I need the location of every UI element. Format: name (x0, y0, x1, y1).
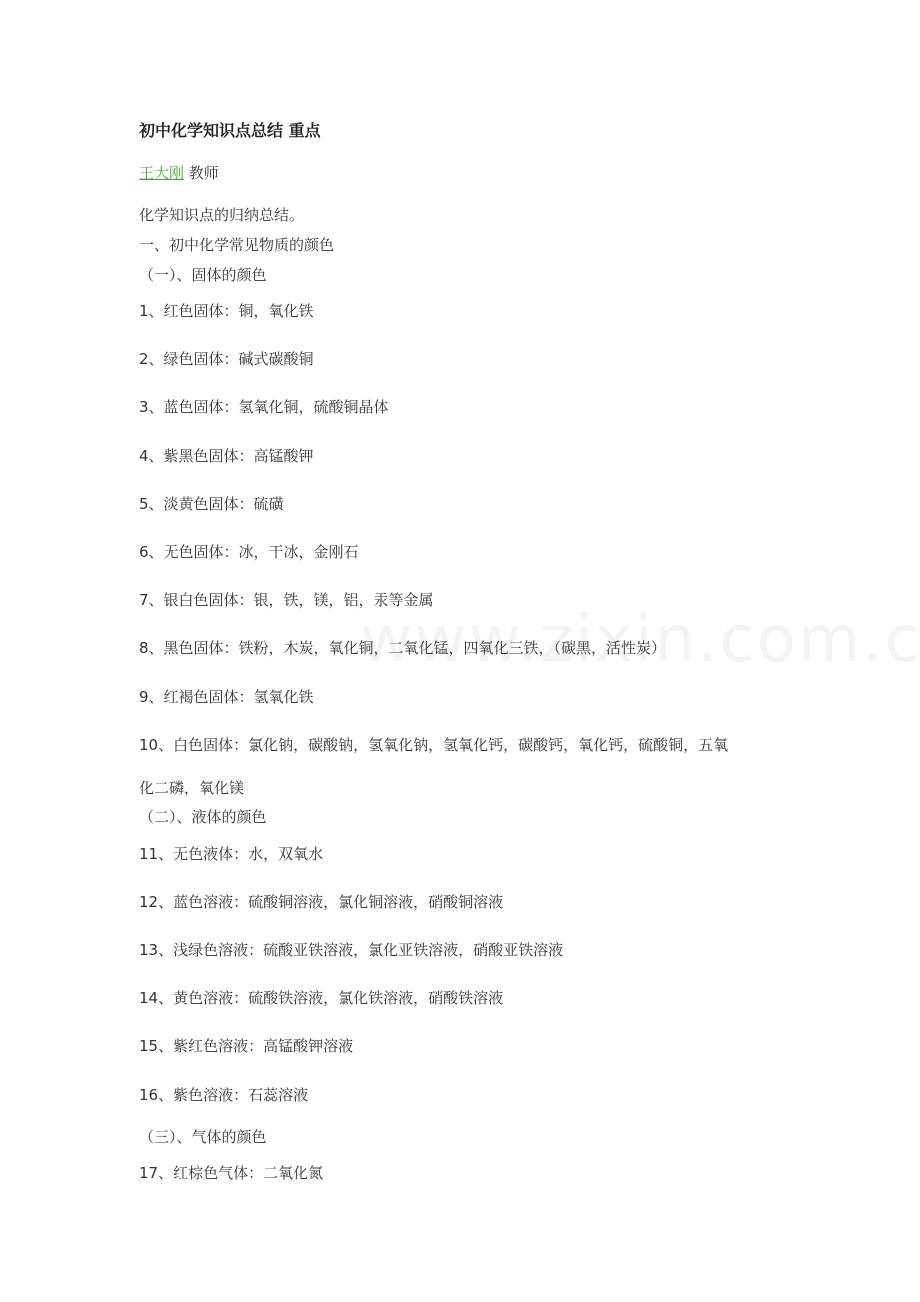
subsection-heading-gas: （三）、气体的颜色 (139, 1128, 267, 1146)
list-item: 17、红棕色气体：二氧化氮 (139, 1164, 324, 1182)
subsection-heading-liquid: （二）、液体的颜色 (139, 808, 267, 826)
list-item: 13、浅绿色溶液：硫酸亚铁溶液，氯化亚铁溶液，硝酸亚铁溶液 (139, 941, 564, 959)
list-item: 5、淡黄色固体：硫磺 (139, 495, 284, 513)
list-item: 7、银白色固体：银，铁，镁，铝，汞等金属 (139, 591, 434, 609)
list-item: 1、红色固体：铜，氧化铁 (139, 302, 314, 320)
list-item: 14、黄色溶液：硫酸铁溶液，氯化铁溶液，硝酸铁溶液 (139, 989, 504, 1007)
author-link[interactable]: 王大刚 (139, 164, 185, 182)
list-item: 15、紫红色溶液：高锰酸钾溶液 (139, 1037, 354, 1055)
list-item: 16、紫色溶液：石蕊溶液 (139, 1086, 309, 1104)
subsection-heading-solid: （一）、固体的颜色 (139, 266, 267, 284)
list-item: 10、白色固体：氯化钠，碳酸钠，氢氧化钠，氢氧化钙，碳酸钙，氧化钙，硫酸铜，五氧 (139, 736, 729, 754)
list-item: 11、无色液体：水，双氧水 (139, 845, 324, 863)
list-item-continuation: 化二磷，氧化镁 (139, 779, 245, 797)
list-item: 4、紫黑色固体：高锰酸钾 (139, 447, 314, 465)
section-heading: 一、初中化学常见物质的颜色 (139, 236, 335, 254)
list-item: 8、黑色固体：铁粉，木炭，氧化铜，二氧化锰，四氧化三铁，（碳黑，活性炭） (139, 639, 667, 657)
list-item: 6、无色固体：冰，干冰，金刚石 (139, 543, 359, 561)
list-item: 2、绿色固体：碱式碳酸铜 (139, 350, 314, 368)
document-title: 初中化学知识点总结 重点 (139, 121, 321, 140)
list-item: 12、蓝色溶液：硫酸铜溶液，氯化铜溶液，硝酸铜溶液 (139, 893, 504, 911)
list-item: 9、红褐色固体：氢氧化铁 (139, 688, 314, 706)
list-item: 3、蓝色固体：氢氧化铜，硫酸铜晶体 (139, 398, 389, 416)
author-role: 教师 (188, 164, 219, 182)
author-line (139, 163, 219, 183)
intro-text: 化学知识点的归纳总结。 (139, 206, 305, 224)
